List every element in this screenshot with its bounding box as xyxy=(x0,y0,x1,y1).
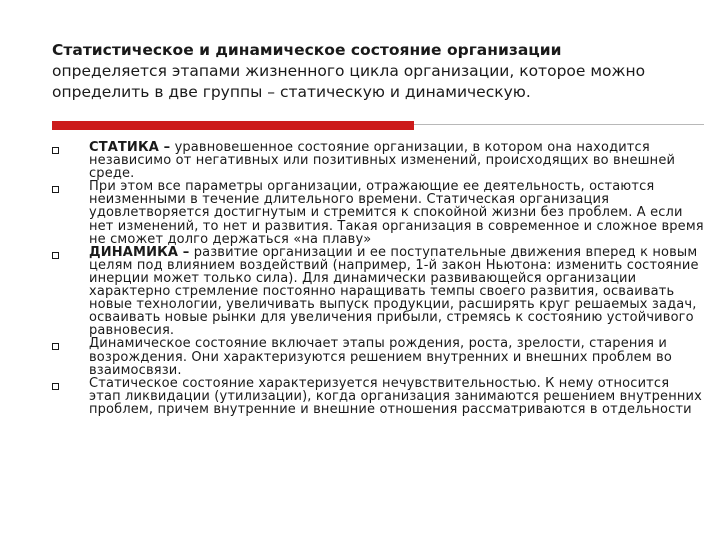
square-bullet-icon xyxy=(52,147,59,154)
square-bullet-icon xyxy=(52,343,59,350)
item-term: ДИНАМИКА – xyxy=(89,244,190,260)
heading-rest: определяется этапами жизненного цикла организации, которое можно определить в две группы – статическую и динамическую. xyxy=(52,62,646,101)
heading-bold-part: Статистическое и динамическое состояние организации xyxy=(52,41,562,59)
list-item-static-state xyxy=(52,377,704,416)
list-item-statika xyxy=(52,141,704,180)
list-item-static-params xyxy=(52,180,704,245)
bullet-list xyxy=(52,141,704,416)
item-text: Статическое состояние характеризуется нечувствительностью. К нему относится этап ликвидации (утилизации), когда организация занимаются решением внутренних проблем, причем внутренние и внешние отношения рассматриваются в отдельности xyxy=(89,375,702,417)
list-item-dinamika xyxy=(52,246,704,338)
square-bullet-icon xyxy=(52,383,59,390)
slide-heading xyxy=(52,40,692,103)
item-text: уравновешенное состояние организации, в котором она находится независимо от негативных или позитивных изменений, происходящих во внешней среде. xyxy=(89,140,676,182)
square-bullet-icon xyxy=(52,186,59,193)
item-term: СТАТИКА – xyxy=(89,140,171,155)
list-item-dynamic-state xyxy=(52,337,704,376)
item-text: развитие организации и ее поступательные движения вперед к новым целям под влиянием воздействий (например, 1-й закон Ньютона: изменить состояние инерции может только сила). Для динамически развивающейся организации характерно стремление постоянно наращивать темпы своего развития, осваивать новые технологии, увеличивать выпуск продукции, расширять круг решаемых задач, осваивать новые рынки для увеличения прибыли, стремясь к состоянию устойчивого равновесия. xyxy=(89,244,699,339)
item-text: При этом все параметры организации, отражающие ее деятельность, остаются неизменными в течение длительного времени. Статическая организация удовлетворяется достигнутым и стремится к спокойной жизни без проблем. А если нет изменений, то нет и развития. Такая организация в современное и сложное время не сможет долго держаться «на плаву» xyxy=(89,179,704,247)
item-text: Динамическое состояние включает этапы рождения, роста, зрелости, старения и возрождения. Они характеризуются решением внутренних и внешних проблем во взаимосвязи. xyxy=(89,336,672,378)
square-bullet-icon xyxy=(52,252,59,259)
accent-bar xyxy=(52,121,414,130)
